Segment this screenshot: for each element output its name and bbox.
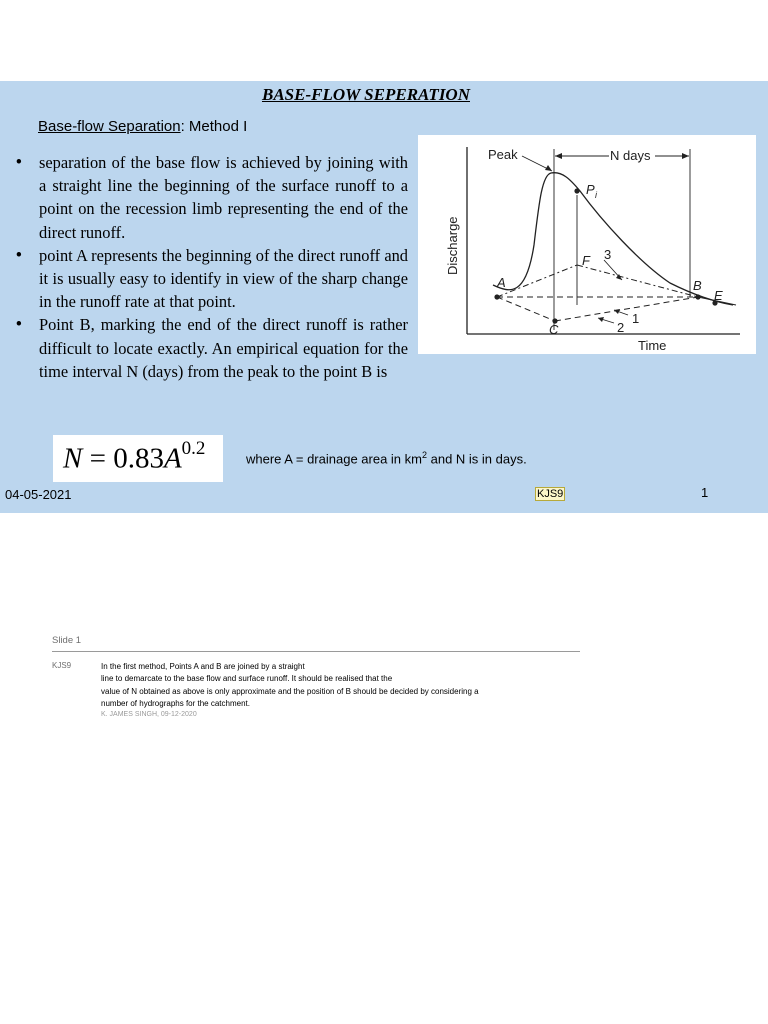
hydrograph-figure — [418, 135, 756, 354]
formula-box — [53, 435, 223, 482]
bullet-list — [14, 151, 408, 383]
arrowhead-icon — [555, 153, 562, 159]
curve-1-label: 1 — [632, 311, 640, 326]
point-p-subscript: i — [595, 190, 597, 200]
subtitle-underlined: Base-flow Separation — [38, 118, 181, 135]
point-b-marker — [695, 294, 700, 299]
footer-date: 04-05-2021 — [5, 487, 72, 502]
baseflow-line-c-b — [555, 297, 698, 321]
point-a-label: A — [497, 275, 506, 290]
point-a-marker — [494, 294, 499, 299]
baseflow-line-f-b — [577, 265, 698, 297]
notes-line: line to demarcate to the base flow and surface runoff. It should be realised that the — [101, 674, 393, 684]
notes-slide-label: Slide 1 — [52, 635, 82, 646]
bullet-dot-icon: • — [16, 315, 22, 334]
y-axis-label: Discharge — [445, 216, 460, 275]
slide-title: BASE-FLOW SEPERATION — [261, 85, 470, 104]
slide — [0, 81, 768, 513]
point-p-marker — [574, 188, 579, 193]
bullet-dot-icon: • — [16, 153, 22, 171]
curve-2-label: 2 — [617, 320, 625, 335]
peak-label: Peak — [488, 147, 518, 162]
notes-divider — [52, 651, 580, 652]
point-e-label: E — [714, 288, 723, 303]
baseflow-line-a-f — [497, 265, 577, 297]
bullet-item: • point A represents the beginning of the direct runoff and it is usually easy to identify in view of the sharp change in the runoff rate at that point. — [16, 245, 408, 312]
notes-signature: K. JAMES SINGH, 09-12-2020 — [101, 711, 197, 718]
page-number: 1 — [701, 485, 709, 500]
formula: $N = 0.83A^{0.2}$ — [63, 438, 206, 475]
point-f-label: F — [582, 253, 590, 268]
curve-3-label: 3 — [604, 247, 612, 262]
n-days-label: N days — [610, 148, 651, 163]
point-c-label: C — [549, 322, 559, 337]
comment-tag[interactable]: KJS9 — [537, 488, 564, 500]
bullet-dot-icon: • — [16, 245, 22, 264]
formula-explanation: where A = drainage area in $km^2$ and N is in days. — [246, 450, 527, 467]
slide-subtitle — [38, 118, 247, 135]
notes-line: In the first method, Points A and B are joined by a straight — [101, 662, 305, 671]
notes-line: value of N obtained as above is only approximate and the position of B should be decided by considering a — [101, 686, 479, 696]
notes-author: KJS9 — [52, 661, 72, 670]
x-axis-label: Time — [638, 338, 667, 353]
subtitle-rest: : Method I — [180, 118, 248, 135]
bullet-item: • Point B, marking the end of the direct runoff is rather difficult to locate exactly. An empirical equation for the time interval N (days) from the peak to the point B is — [16, 315, 408, 381]
notes-line: number of hydrographs for the catchment. — [101, 698, 250, 708]
bullet-item: • separation of the base flow is achieved by joining with a straight line the beginning of the surface runoff to a point on the recession limb representing the end of the direct runoff. — [16, 153, 408, 242]
baseflow-line-a-c — [497, 297, 555, 321]
arrowhead-icon — [682, 153, 689, 159]
point-p-label: P — [586, 182, 595, 197]
hydrograph-diagram — [418, 135, 756, 354]
notes-body — [101, 661, 581, 710]
point-b-label: B — [693, 278, 702, 293]
